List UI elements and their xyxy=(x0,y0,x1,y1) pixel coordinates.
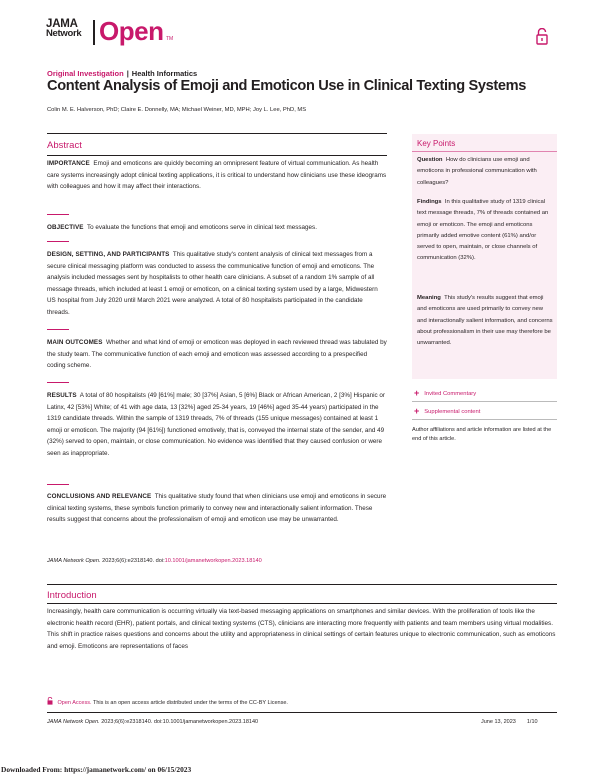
link-label: Invited Commentary xyxy=(424,391,477,397)
section-text: Whether and what kind of emoji or emoticon was deployed in each reviewed thread was tabulated by the study team. The communicative function of each emoji and emoticon was assessed according to a prespecified coding scheme. xyxy=(47,339,387,369)
article-kicker xyxy=(47,69,197,78)
introduction-heading-rule xyxy=(47,603,557,604)
introduction-heading: Introduction xyxy=(47,590,97,601)
logo-line-jama: JAMA xyxy=(46,18,78,30)
footer-rule xyxy=(47,712,557,713)
key-point-label: Question xyxy=(417,157,443,163)
key-point-meaning xyxy=(417,293,553,349)
section-label: Original Investigation xyxy=(47,69,124,78)
key-points-heading: Key Points xyxy=(417,139,456,148)
footer-journal: JAMA Network Open. xyxy=(47,719,100,725)
logo-divider xyxy=(93,20,95,45)
section-divider xyxy=(47,241,69,242)
section-text: This qualitative study's content analysis of clinical text messages from a secure clinical messaging platform was conducted to assess the communicative function of emoji and emoticons. The analysis included messages sent by hospitalists to other health care clinicians. A subset of a random 1% sample of all message threads, which included at least 1 emoji or emoticon, on a clinical texting system used by a large, Midwestern US hospital from July 2020 until March 2021 were analyzed. A total of 80 hospitalists participated in the candidate threads. xyxy=(47,251,378,316)
abstract-design xyxy=(47,249,387,318)
open-access-label: Open Access. xyxy=(57,700,92,706)
open-access-text: This is an open access article distributed under the terms of the CC-BY License. xyxy=(93,700,288,706)
section-divider xyxy=(47,329,69,330)
logo-line-network: Network xyxy=(46,28,82,39)
abstract-results xyxy=(47,390,387,459)
section-label: DESIGN, SETTING, AND PARTICIPANTS xyxy=(47,251,170,258)
footer-date-page xyxy=(481,719,538,725)
key-point-text: This study's results suggest that emoji and emoticons are used primarily to convey new and interactionally salient information, and concerns about professionalism in their use may therefore be unwarranted. xyxy=(417,295,553,347)
section-text: To evaluate the functions that emoji and emoticons serve in clinical text messages. xyxy=(86,224,317,231)
link-label: Supplemental content xyxy=(424,409,481,415)
key-point-label: Findings xyxy=(417,199,442,205)
plus-icon: + xyxy=(414,388,420,398)
abstract-heading: Abstract xyxy=(47,140,82,151)
key-point-text: In this qualitative study of 1319 clinical text message threads, 7% of threads contained an emoji or emoticon. The emoji and emoticons primarily added emotive content (61%) and/or served to open, maintain, or close channels of communication (32%). xyxy=(417,199,549,262)
citation-journal: JAMA Network Open. xyxy=(47,558,101,564)
abstract-top-rule xyxy=(47,133,387,134)
doi-link[interactable]: 10.1001/jamanetworkopen.2023.18140 xyxy=(164,558,262,564)
logo-trademark: TM xyxy=(166,36,174,42)
footer-citation xyxy=(47,719,258,725)
author-list: Colin M. E. Halverson, PhD; Claire E. Donnelly, MA; Michael Weiner, MD, MPH; Joy L. Lee, PhD, MS xyxy=(47,107,307,113)
section-label: CONCLUSIONS AND RELEVANCE xyxy=(47,493,152,500)
section-text: This qualitative study found that when clinicians use emoji and emoticons in secure clinical texting systems, these symbols function primarily to convey new and interactionally salient information. These results suggest that concerns about the professionalism of emoji and emoticon use may be unwarranted. xyxy=(47,493,387,523)
section-divider xyxy=(47,382,69,383)
kicker-separator: | xyxy=(126,69,129,78)
open-lock-icon xyxy=(536,28,548,50)
introduction-top-rule xyxy=(47,584,557,585)
section-label: RESULTS xyxy=(47,392,77,399)
abstract-outcomes xyxy=(47,337,387,372)
section-text: Emoji and emoticons are quickly becoming an omnipresent feature of virtual communication. As health care systems increasingly adopt clinical texting applications, it is critical to understand how clinicians use these ideograms with colleagues and how it may affect their interactions. xyxy=(47,160,387,190)
open-access-note xyxy=(47,697,288,706)
key-points-rule xyxy=(412,151,557,152)
key-point-findings xyxy=(417,197,553,265)
journal-logo xyxy=(46,19,81,39)
page-number: 1/10 xyxy=(526,719,538,725)
abstract-citation xyxy=(47,558,262,564)
section-label: OBJECTIVE xyxy=(47,224,84,231)
subsection-label: Health Informatics xyxy=(131,69,198,78)
abstract-importance xyxy=(47,158,387,193)
article-title: Content Analysis of Emoji and Emoticon Use in Clinical Texting Systems xyxy=(47,78,527,94)
citation-text: 2023;6(6):e2318140. doi: xyxy=(102,558,165,564)
logo-open: Open xyxy=(99,16,164,46)
section-label: MAIN OUTCOMES xyxy=(47,339,103,346)
abstract-objective xyxy=(47,222,387,234)
key-point-text: How do clinicians use emoji and emoticons in professional communication with colleagues? xyxy=(417,157,537,186)
introduction-text: Increasingly, health care communication is occurring virtually via text-based messaging applications on smartphones and similar devices. With the proliferation of tools like the electronic health record (EHR), patient portals, and clinical texting systems (CTS), clinicians are interacting more frequently with patients and team members using virtual modalities. This shift in practice raises questions and concerns about the utility and appropriateness in clinical settings of certain features unique to electronic communication, such as emoticons and emoji. Emoticons are representations of faces xyxy=(47,608,556,650)
plus-icon: + xyxy=(414,406,420,416)
section-divider xyxy=(47,214,69,215)
key-point-label: Meaning xyxy=(417,295,441,301)
link-divider xyxy=(412,419,557,420)
section-text: A total of 80 hospitalists (49 [61%] male; 30 [37%] Asian, 5 [6%] Black or African American, 2 [3%] Hispanic or Latinx, 42 [53%] White; of 41 with age data, 13 [32%] aged 25-34 years, 19 [46%] aged 35-44 years) participated in the 1319 candidate threads. Within the sample of 1319 threads, 7% of threads (155 unique messages) contained at least 1 emoji or emoticon. The majority (94 [61%]) functioned emotively, that is, conveyed the internal state of the sender, and 49 (32%) served to open, maintain, or close communication. No evidence was identified that they caused confusion or were seen as inappropriate. xyxy=(47,392,385,457)
link-divider xyxy=(412,401,557,402)
section-label: IMPORTANCE xyxy=(47,160,90,167)
open-access-lock-icon xyxy=(47,700,55,706)
abstract-heading-rule xyxy=(47,155,387,156)
supplemental-content-link[interactable] xyxy=(414,406,480,416)
download-stamp: Downloaded From: https://jamanetwork.com/ on 06/15/2023 xyxy=(1,765,192,774)
affiliations-note: Author affiliations and article information are listed at the end of this article. xyxy=(412,427,552,442)
abstract-conclusions xyxy=(47,491,387,526)
section-divider xyxy=(47,484,69,485)
footer-doi: 2023;6(6):e2318140. doi:10.1001/jamanetworkopen.2023.18140 xyxy=(101,719,259,725)
footer-date: June 13, 2023 xyxy=(481,719,516,725)
key-point-question xyxy=(417,155,553,189)
invited-commentary-link[interactable] xyxy=(414,388,476,398)
